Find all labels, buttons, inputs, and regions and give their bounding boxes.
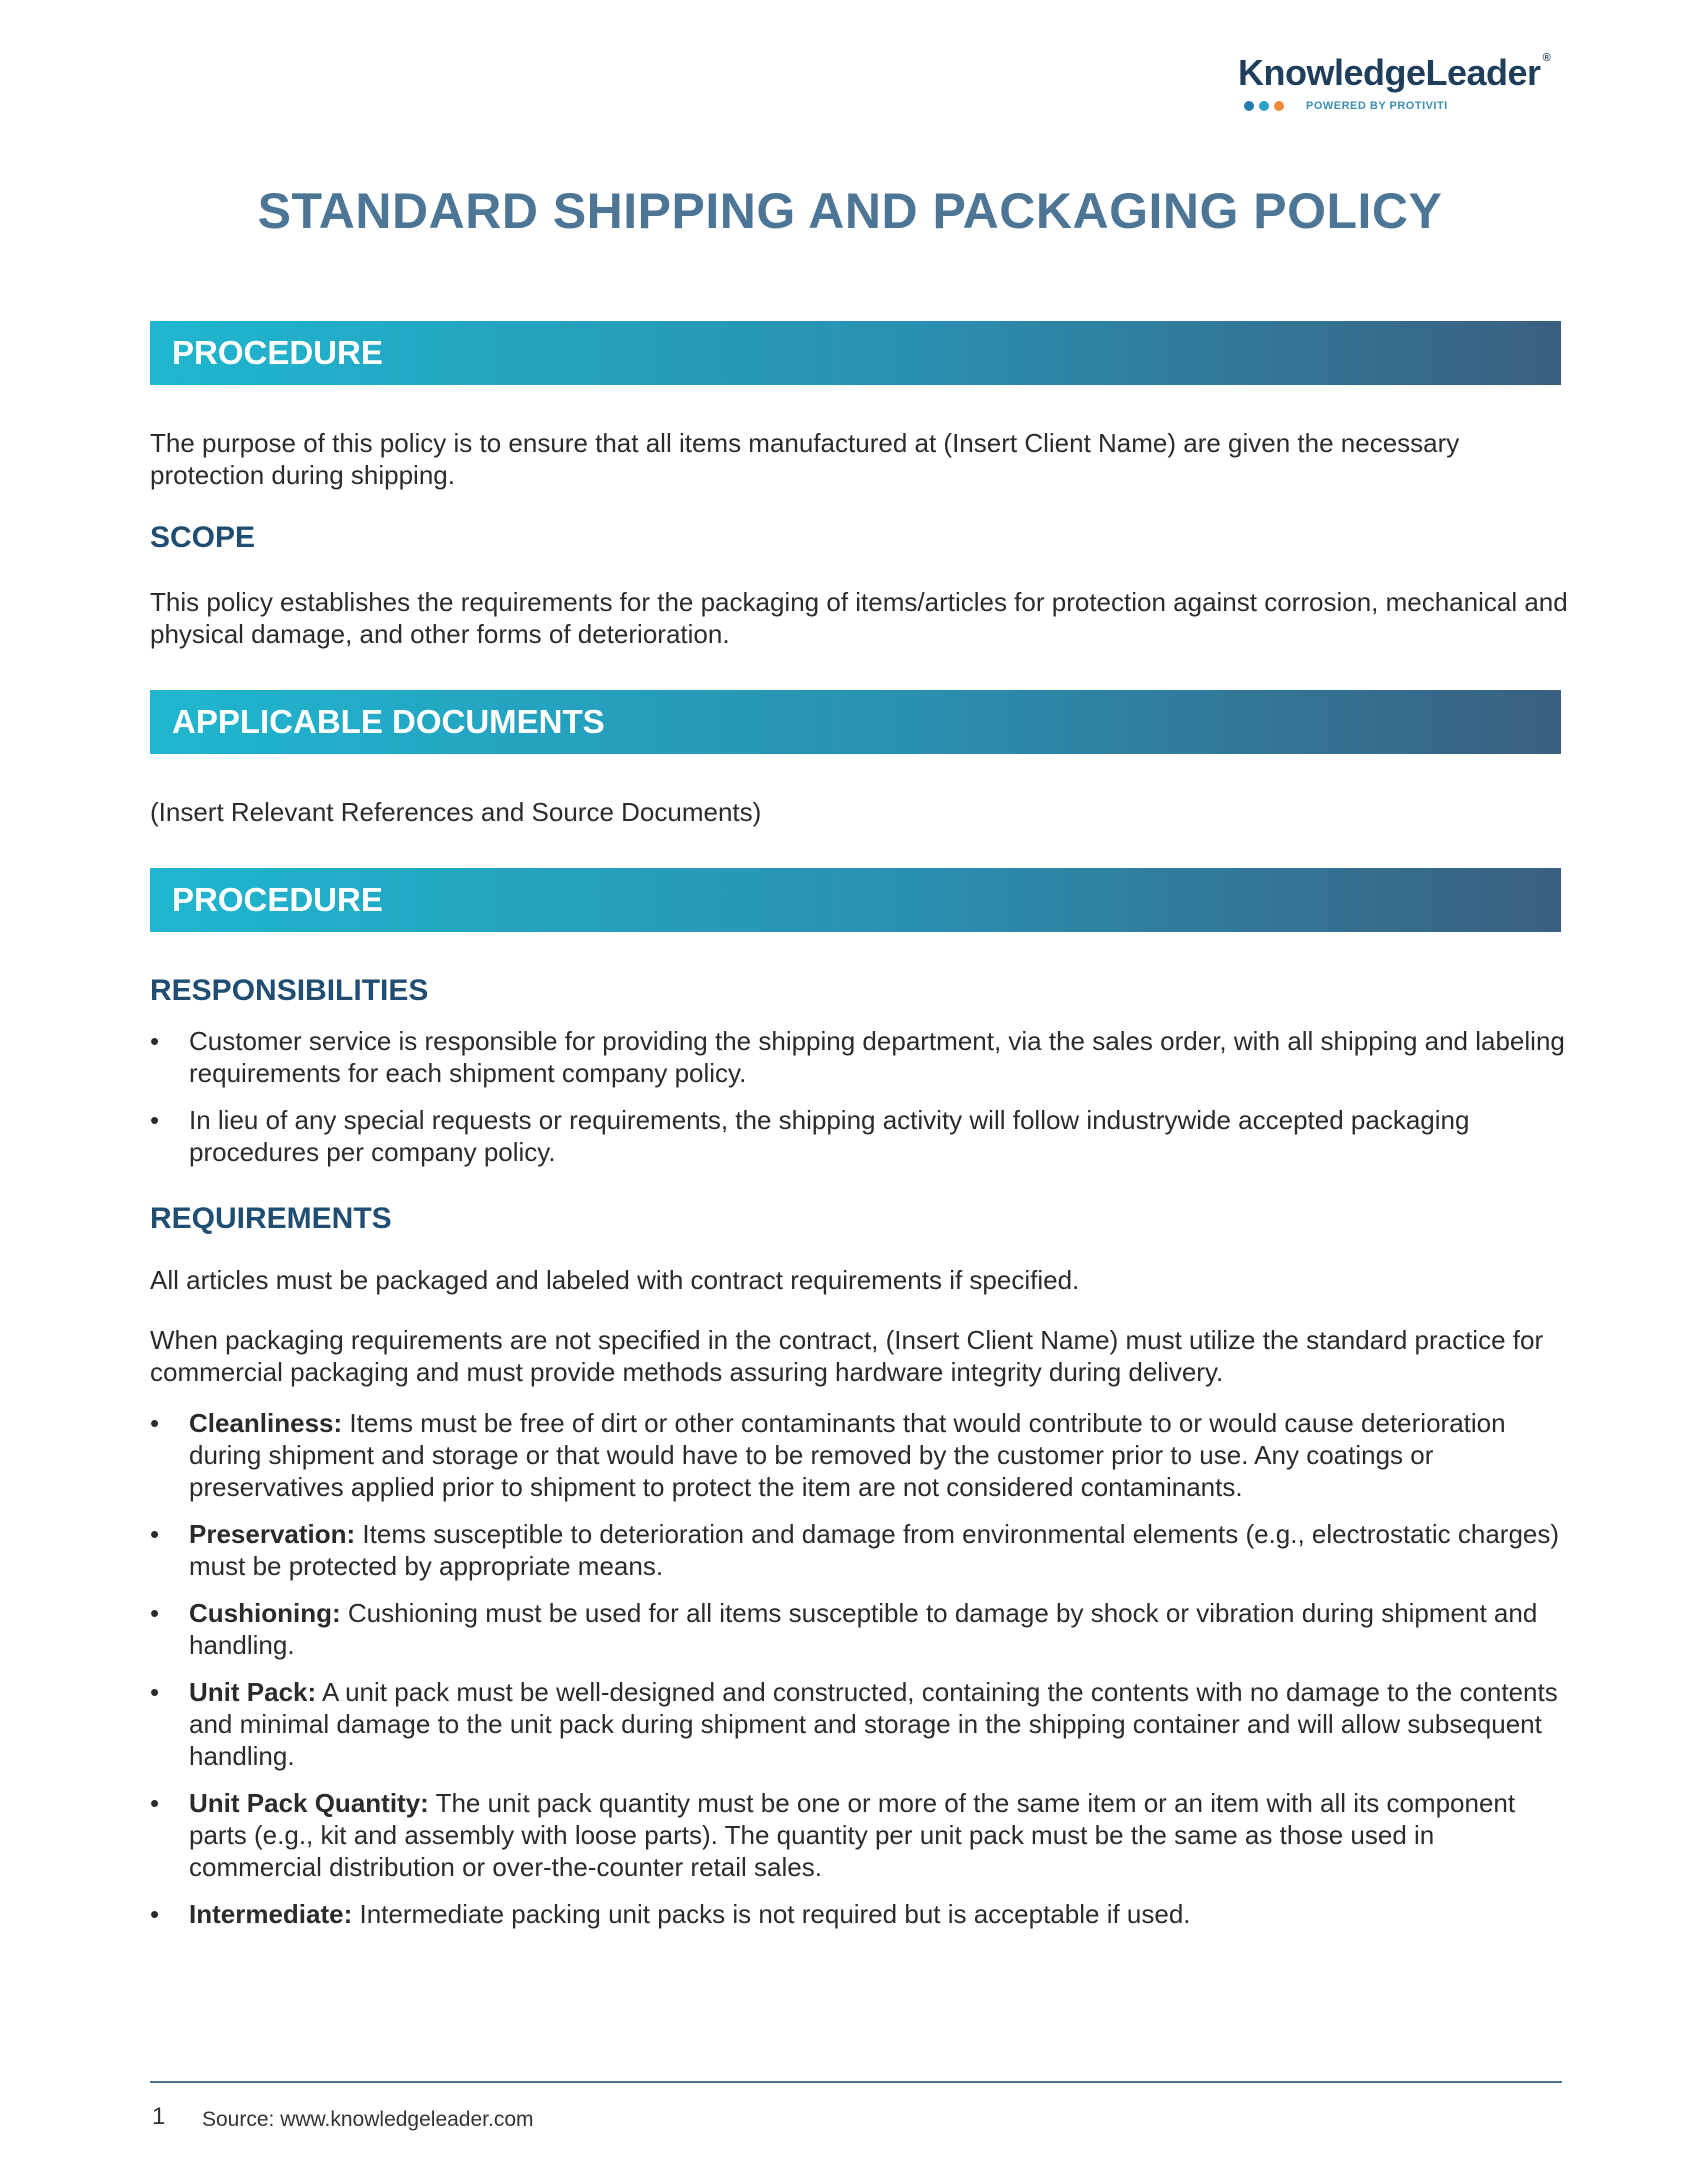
- section-banner-procedure: PROCEDURE: [150, 321, 1561, 385]
- scope-heading: SCOPE: [150, 521, 256, 554]
- requirement-term: Unit Pack Quantity:: [189, 1788, 429, 1818]
- section-banner-applicable-documents: APPLICABLE DOCUMENTS: [150, 690, 1561, 754]
- list-item: [150, 1787, 1570, 1883]
- knowledgeleader-logo: [1238, 52, 1568, 112]
- bullet-icon: •: [150, 1899, 160, 1929]
- bullet-icon: •: [150, 1519, 160, 1549]
- list-item: [150, 1898, 1570, 1930]
- page-number: 1: [152, 2103, 166, 2130]
- requirement-term: Preservation:: [189, 1519, 356, 1549]
- requirement-text: The unit pack quantity must be one or more of the same item or an item with all its component parts (e.g., kit and assembly with loose parts). The quantity per unit pack must be the same as those used in commercial distribution or over-the-counter retail sales.: [189, 1788, 1516, 1882]
- requirements-list: [150, 1407, 1570, 1945]
- source-text: Source: www.knowledgeleader.com: [202, 2108, 534, 2131]
- requirements-paragraph-1: All articles must be packaged and labeled with contract requirements if specified.: [150, 1265, 1080, 1295]
- requirement-text: Items susceptible to deterioration and damage from environmental elements (e.g., electrostatic charges) must be protected by appropriate means.: [189, 1519, 1560, 1581]
- logo-dot: [1244, 101, 1254, 111]
- responsibilities-heading: RESPONSIBILITIES: [150, 974, 429, 1007]
- footer-divider: [150, 2081, 1562, 2083]
- requirement-term: Unit Pack:: [189, 1677, 317, 1707]
- scope-text: This policy establishes the requirements for the packaging of items/articles for protection against corrosion, mechanical and physical damage, and other forms of deterioration.: [150, 587, 1568, 649]
- bullet-icon: •: [150, 1026, 160, 1056]
- requirement-term: Cushioning:: [189, 1598, 341, 1628]
- requirements-heading: REQUIREMENTS: [150, 1202, 392, 1235]
- document-title: STANDARD SHIPPING AND PACKAGING POLICY: [257, 183, 1443, 239]
- section-banner-procedure-2: PROCEDURE: [150, 868, 1561, 932]
- bullet-icon: •: [150, 1788, 160, 1818]
- list-item: [150, 1676, 1570, 1772]
- logo-dots-icon: [1244, 101, 1284, 111]
- bullet-icon: •: [150, 1105, 160, 1135]
- bullet-icon: •: [150, 1408, 160, 1438]
- requirement-text: Items must be free of dirt or other contaminants that would contribute to or would cause deterioration during shipment and storage or that would have to be removed by the customer prior to use. Any coatings or preservatives applied prior to shipment to protect the item are not considered contaminants.: [189, 1408, 1506, 1502]
- requirements-paragraph-2: When packaging requirements are not specified in the contract, (Insert Client Name) must utilize the standard practice for commercial packaging and must provide methods assuring hardware integrity during delivery.: [150, 1325, 1544, 1387]
- list-item: [150, 1597, 1570, 1661]
- applicable-documents-text: (Insert Relevant References and Source Documents): [150, 797, 762, 827]
- list-item: [150, 1025, 1570, 1089]
- bullet-icon: •: [150, 1677, 160, 1707]
- requirement-text: Cushioning must be used for all items susceptible to damage by shock or vibration during shipment and handling.: [189, 1598, 1538, 1660]
- logo-reg-mark: ®: [1542, 52, 1551, 64]
- list-item-text: In lieu of any special requests or requirements, the shipping activity will follow industrywide accepted packaging procedures per company policy.: [189, 1105, 1470, 1167]
- list-item-text: Customer service is responsible for providing the shipping department, via the sales order, with all shipping and labeling requirements for each shipment company policy.: [189, 1026, 1565, 1088]
- logo-dot: [1274, 101, 1284, 111]
- list-item: [150, 1518, 1570, 1582]
- requirement-term: Intermediate:: [189, 1899, 353, 1929]
- logo-dot: [1259, 101, 1269, 111]
- bullet-icon: •: [150, 1598, 160, 1628]
- requirement-term: Cleanliness:: [189, 1408, 343, 1438]
- requirement-text: Intermediate packing unit packs is not required but is acceptable if used.: [359, 1899, 1191, 1929]
- requirement-text: A unit pack must be well-designed and constructed, containing the contents with no damage to the contents and minimal damage to the unit pack during shipment and storage in the shipping container and will allow subsequent handling.: [189, 1677, 1558, 1771]
- logo-name: KnowledgeLeader: [1238, 52, 1541, 93]
- logo-tagline: POWERED BY PROTIVITI: [1306, 100, 1448, 112]
- responsibilities-list: [150, 1025, 1570, 1183]
- list-item: [150, 1104, 1570, 1168]
- list-item: [150, 1407, 1570, 1503]
- purpose-text: The purpose of this policy is to ensure that all items manufactured at (Insert Client Name) are given the necessary protection during shipping.: [150, 428, 1460, 490]
